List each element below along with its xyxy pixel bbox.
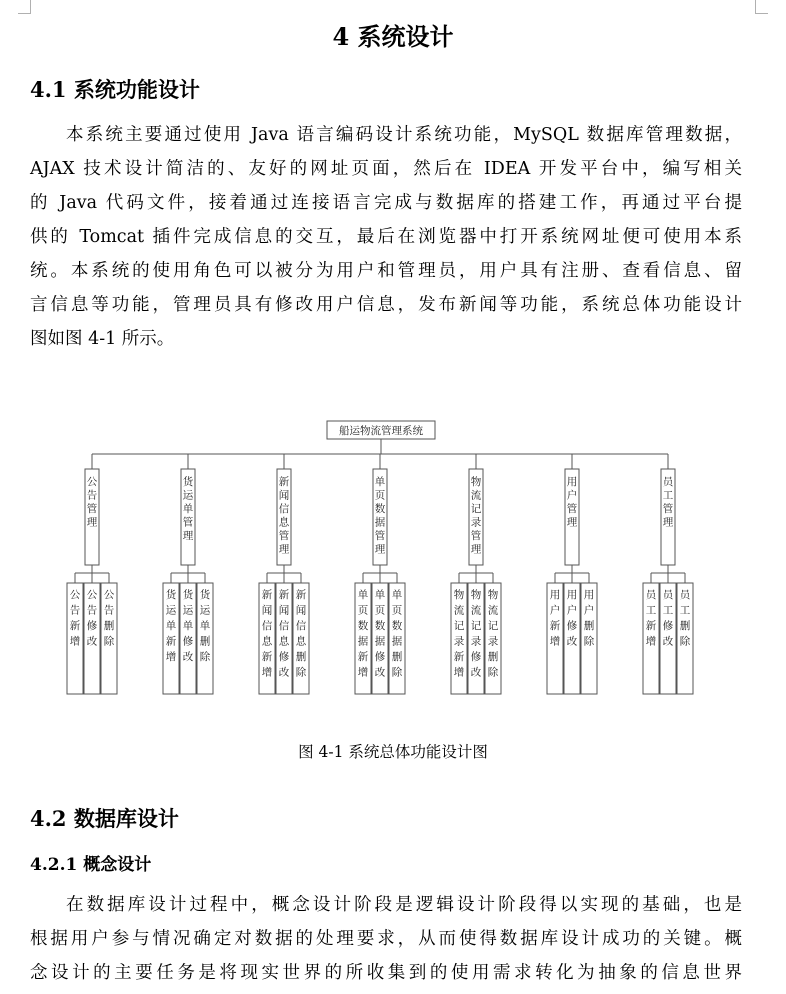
paragraph-line: AJAX 技术设计简洁的、友好的网址页面，然后在 IDEA 开发平台中，编写相关 [30, 159, 742, 179]
module-label: 公告管理 [86, 476, 98, 529]
function-label: 公告新增 [69, 589, 81, 648]
function-label: 公告修改 [86, 589, 98, 648]
function-label: 物流记录修改 [470, 589, 482, 679]
function-label: 新闻信息新增 [261, 589, 273, 679]
function-label: 用户新增 [549, 589, 561, 648]
function-label: 货运单新增 [165, 589, 177, 663]
module-label: 员工管理 [662, 476, 674, 529]
paragraph-line: 言信息等功能，管理员具有修改用户信息，发布新闻等功能，系统总体功能设计 [30, 295, 742, 315]
section-4-2-1-title: 4.2.1 概念设计 [30, 855, 152, 875]
function-label: 用户删除 [583, 589, 595, 648]
paragraph-line: 统。本系统的使用角色可以被分为用户和管理员，用户具有注册、查看信息、留 [30, 261, 742, 281]
function-label: 单页数据删除 [391, 589, 403, 679]
paragraph-line: 根据用户参与情况确定对数据的处理要求，从而使得数据库设计成功的关键。概 [30, 929, 742, 949]
function-label: 物流记录删除 [487, 589, 499, 679]
section-4-2-1-paragraph [30, 888, 742, 990]
paragraph-line: 图如图 4-1 所示。 [30, 329, 175, 349]
function-label: 货运单删除 [199, 589, 211, 663]
function-label: 员工删除 [679, 589, 691, 648]
function-label: 单页数据修改 [374, 589, 386, 679]
function-label: 新闻信息删除 [295, 589, 307, 679]
paragraph-line: 供的 Tomcat 插件完成信息的交互，最后在浏览器中打开系统网址便可使用本系 [30, 227, 742, 247]
paragraph-line: 在数据库设计过程中，概念设计阶段是逻辑设计阶段得以实现的基础，也是 [66, 895, 742, 915]
paragraph-line: 本系统主要通过使用 Java 语言编码设计系统功能，MySQL 数据库管理数据， [66, 125, 742, 145]
chapter-title: 4 系统设计 [332, 22, 454, 51]
section-4-2-title: 4.2 数据库设计 [30, 806, 179, 831]
module-label: 用户管理 [566, 476, 578, 529]
function-label: 员工修改 [662, 589, 674, 648]
module-label: 单页数据管理 [374, 476, 386, 556]
module-label: 货运单管理 [182, 476, 194, 542]
paragraph-line: 念设计的主要任务是将现实世界的所收集到的使用需求转化为抽象的信息世界 [30, 963, 742, 983]
module-label: 物流记录管理 [470, 476, 482, 556]
diagram-root-label: 船运物流管理系统 [339, 425, 423, 437]
section-4-1-title: 4.1 系统功能设计 [30, 77, 200, 102]
function-label: 新闻信息修改 [278, 589, 290, 679]
paragraph-line: 的 Java 代码文件，接着通过连接语言完成与数据库的搭建工作，再通过平台提 [30, 193, 742, 213]
figure-caption: 图 4-1 系统总体功能设计图 [298, 743, 488, 761]
function-label: 员工新增 [645, 589, 657, 648]
function-label: 用户修改 [566, 589, 578, 648]
function-label: 物流记录新增 [453, 589, 465, 679]
module-label: 新闻信息管理 [278, 476, 290, 556]
function-label: 单页数据新增 [357, 589, 369, 679]
function-label: 公告删除 [103, 589, 115, 648]
function-label: 货运单修改 [182, 589, 194, 663]
